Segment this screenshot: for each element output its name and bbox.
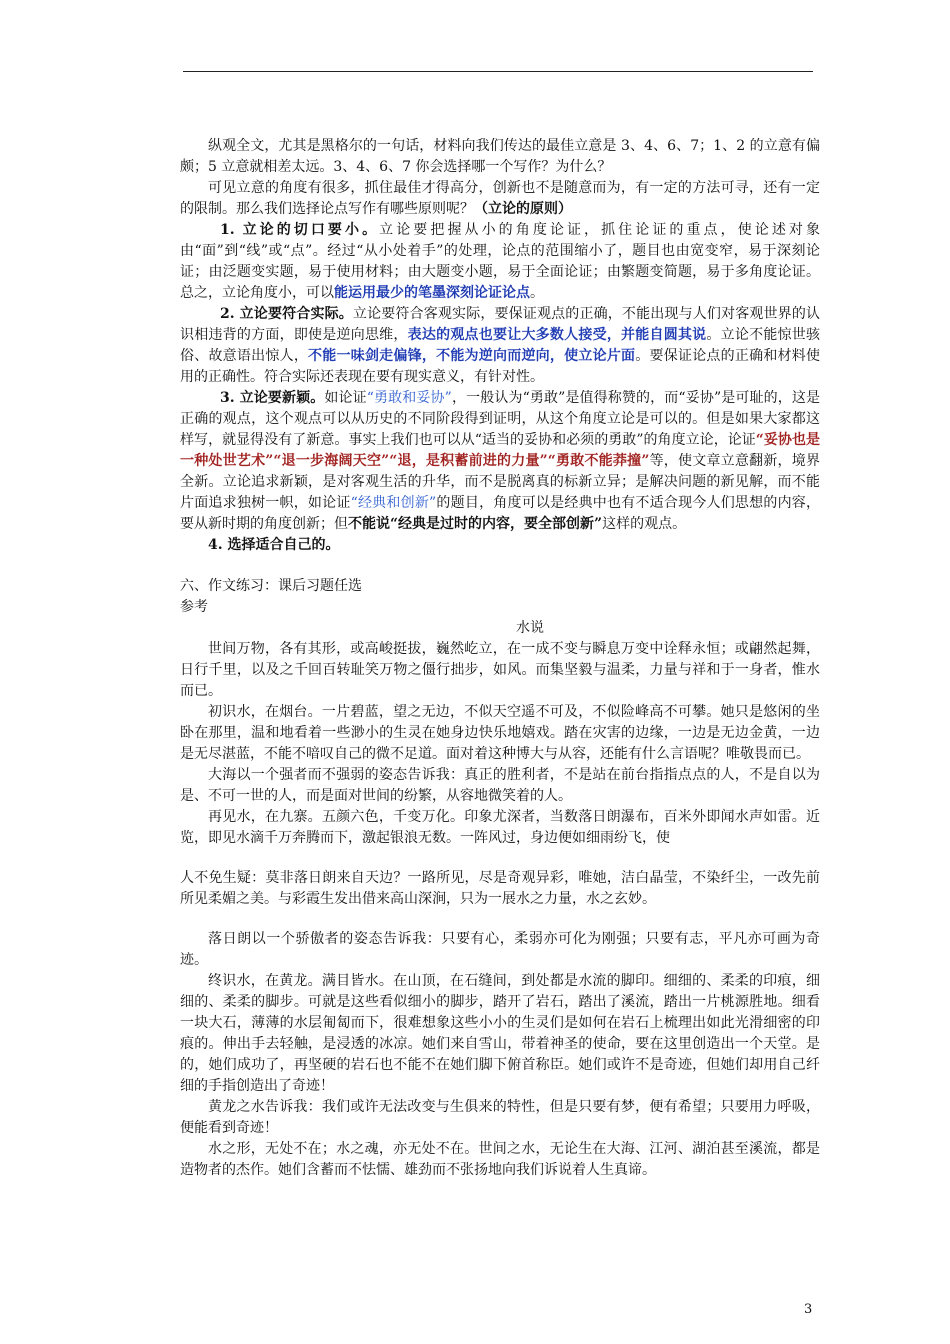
principle-2-text: 立论要符合客观实际，要保证观点的正确，不能出现与人们对客观世界的认识相违背的方面，即使是逆向思维， [180,306,820,343]
principle-1-heading: 1. 立论的切口要小。 [220,222,380,238]
principle-1 [180,220,820,304]
principle-3-text-1: 如论证 [324,390,367,406]
paragraph-principles-intro [180,178,820,220]
principle-3-text-5: 这样的观点。 [602,516,687,532]
essay-title: 水说 [516,620,544,636]
principle-3-red-quotes: “妥协也是一种处世艺术”“退一步海阔天空”“退，是积蓄前进的力量”“勇敢不能莽撞” [180,432,820,469]
principle-1-end: 。 [530,285,544,301]
principle-3-bold: 不能说“经典是过时的内容，要全部创新” [348,516,603,532]
principle-3-text-4: 的题目，角度可以是经典中也有不适合现今人们思想的内容，要从新时期的角度创新；但 [180,495,821,532]
principle-1-highlight: 能运用最少的笔墨深刻论证论点 [334,285,530,301]
essay-paragraph-1: 世间万物，各有其形，或高峻挺拔，巍然屹立，在一成不变与瞬息万变中诠释永恒；或翩然起舞，日行千里，以及之千回百转耻笑万物之僵行拙步，如风。而集坚毅与温柔，力量与祥和于一身者，惟水而已。 [180,641,820,699]
essay-paragraph-6: 终识水，在黄龙。满目皆水。在山顶，在石缝间，到处都是水流的脚印。细细的、柔柔的印痕，细细的、柔柔的脚步。可就是这些看似细小的脚步，踏开了岩石，踏出了溪流，踏出一片桃源胜地。细看一块大石，薄薄的水层匍匐而下，很难想象这些小小的生灵们是如何在岩石上梳理出如此光滑细密的印痕的。伸出手去轻触，是浸透的冰凉。她们来自雪山，带着神圣的使命，要在这里创造出一个天堂。是的，她们成功了，再坚硬的岩石也不能不在她们脚下俯首称臣。她们或许不是奇迹，但她们却用自己纤细的手指创造出了奇迹！ [180,973,820,1094]
page-body [180,136,820,1181]
principle-2 [180,304,820,388]
principle-4-heading: 4. 选择适合自己的。 [208,537,340,553]
principle-2-mid: 。立论不能惊世骇俗、故意语出惊人， [180,327,821,364]
principle-1-text: 立论要把握从小的角度论证，抓住论证的重点，使论述对象由“面”到“线”或“点”。经过“从小处着手”的处理，论点的范围缩小了，题目也由宽变窄，易于深刻论证；由泛题变实题，易于使用材料；由大题变小题，易于全面论证；由繁题变简题，易于多角度论证。总之，立论角度小，可以 [180,222,820,301]
principle-3-text-3: 等，使文章立意翻新，境界全新。立论追求新颖，是对客观生活的升华，而不是脱离真的标新立异；是解决问题的新见解，而不能片面追求独树一帜，如论证 [180,453,820,511]
principle-3-quote-1: “勇敢和妥协” [366,390,452,406]
principle-2-highlight-2: 不能一味剑走偏锋，不能为逆向而逆向，使立论片面 [308,348,636,364]
principles-heading: （立论的原则） [474,201,572,217]
page-number: 3 [804,1302,813,1317]
essay-paragraph-2: 初识水，在烟台。一片碧蓝，望之无边，不似天空遥不可及，不似险峰高不可攀。她只是悠闲的坐卧在那里，温和地看着一些渺小的生灵在她身边快乐地嬉戏。踏在灾害的边缘，一边是无边金黄，一边是无尽湛蓝，不能不喑叹自己的微不足道。面对着这种博大与从容，还能有什么言语呢？唯敬畏而已。 [180,704,820,762]
principles-intro-text: 可见立意的角度有很多，抓住最佳才得高分，创新也不是随意而为，有一定的方法可寻，还有一定的限制。那么我们选择论点写作有哪些原则呢？ [180,180,820,217]
reference-label: 参考 [180,599,208,615]
essay-paragraph-8: 水之形，无处不在；水之魂，亦无处不在。世间之水，无论生在大海、江河、湖泊甚至溪流，都是造物者的杰作。她们含蓄而不怯懦、雄劲而不张扬地向我们诉说着人生真谛。 [180,1141,820,1178]
principle-3 [180,388,820,535]
essay-paragraph-3: 大海以一个强者而不强弱的姿态告诉我：真正的胜利者，不是站在前台指指点点的人，不是自以为是、不可一世的人，而是面对世间的纷繁，从容地微笑着的人。 [180,767,820,804]
header-rule [183,71,813,72]
principle-3-text-2: ，一般认为“勇敢”是值得称赞的，而“妥协”是可耻的，这是正确的观点，这个观点可以从历史的不同阶段得到证明，从这个角度立论是可以的。但是如果大家都这样写，就显得没有了新意。事实上我们也可以从“适当的妥协和必须的勇敢”的角度立论，论证 [180,390,820,448]
principle-3-heading: 3. 立论要新颖。 [220,390,325,406]
principle-2-highlight-1: 表达的观点也要让大多数人接受，并能自圆其说 [407,327,707,343]
principle-2-end: 。要保证论点的正确和材料使用的正确性。符合实际还表现在要有现实意义，有针对性。 [180,348,821,385]
paragraph-summary: 纵观全文，尤其是黑格尔的一句话，材料向我们传达的最佳立意是 3、4、6、7；1、2 的立意有偏颇；5 立意就相差太远。3、4、6、7 你会选择哪一个写作？为什么？ [180,138,820,175]
section-6-heading: 六、作文练习：课后习题任选 [180,578,362,594]
principle-2-heading: 2. 立论要符合实际。 [220,306,353,322]
essay-paragraph-5: 落日朗以一个骄傲者的姿态告诉我：只要有心，柔弱亦可化为刚强；只要有志，平凡亦可画为奇迹。 [180,931,820,968]
essay-paragraph-4b: 人不免生疑：莫非落日朗来自天边？一路所见，尽是奇观异彩，唯她，洁白晶莹，不染纤尘，一改先前所见柔媚之美。与彩霞生发出借来高山深涧，只为一展水之力量，水之玄妙。 [180,870,820,907]
principle-3-quote-2: “经典和创新” [350,495,437,511]
essay-paragraph-4a: 再见水，在九寨。五颜六色，千变万化。印象尤深者，当数落日朗瀑布，百米外即闻水声如雷。近览，即见水滴千万奔腾而下，激起银浪无数。一阵风过，身边便如细雨纷飞，使 [180,809,820,846]
essay-paragraph-7: 黄龙之水告诉我：我们或许无法改变与生俱来的特性，但是只要有梦，便有希望；只要用力呼吸，便能看到奇迹！ [180,1099,820,1136]
